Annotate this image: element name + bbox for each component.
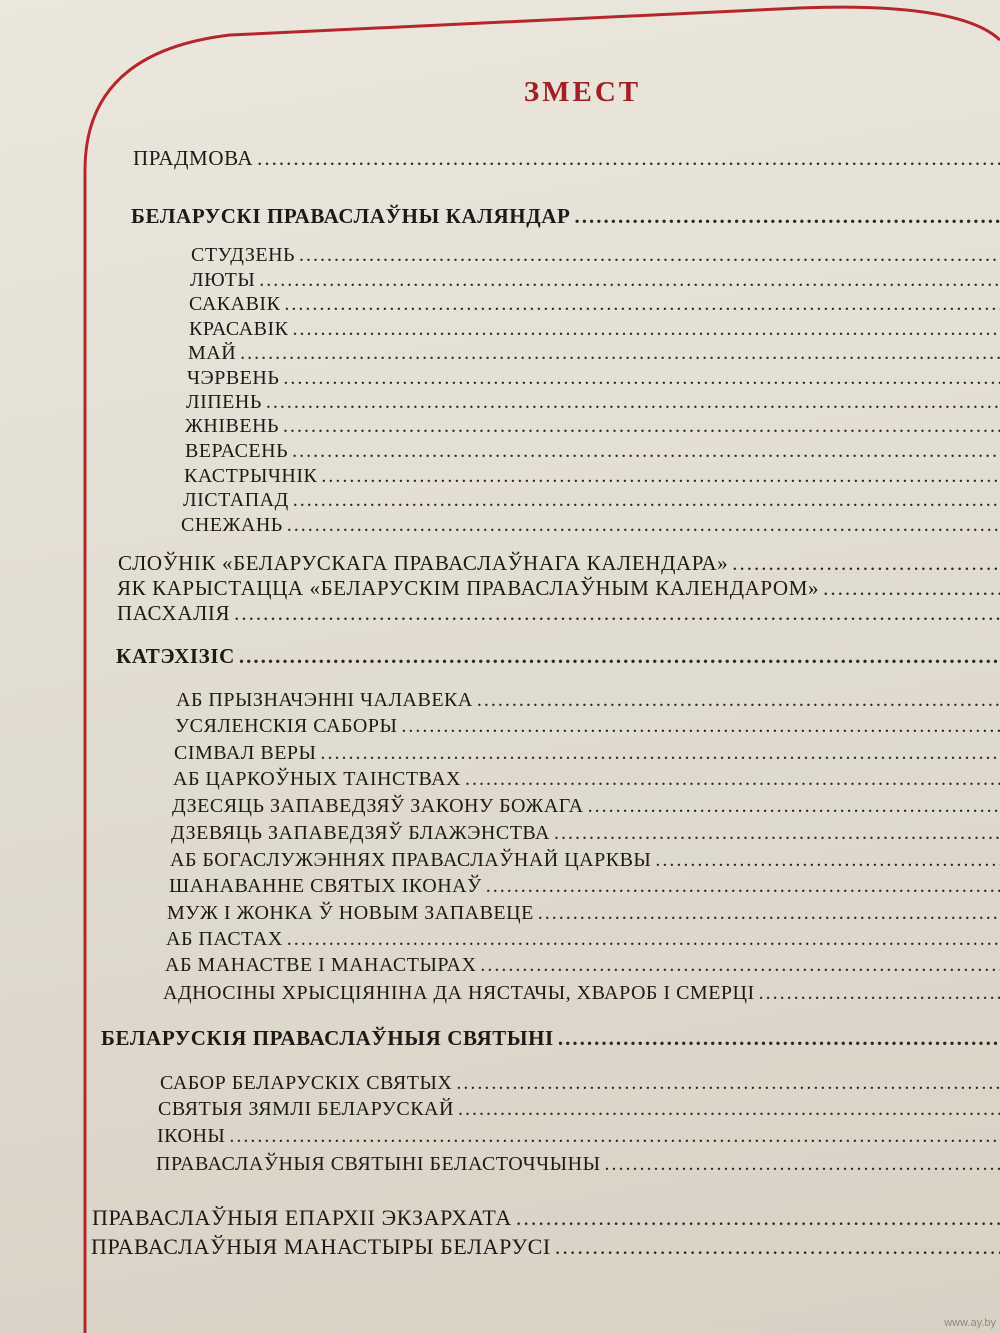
leader-dots bbox=[516, 1207, 1000, 1229]
entry-label: ЖНІВЕНЬ bbox=[185, 415, 280, 437]
leader-dots bbox=[465, 769, 1000, 789]
entry-label: САБОР БЕЛАРУСКІХ СВЯТЫХ bbox=[160, 1072, 453, 1094]
toc-entry-catechism-item bbox=[172, 796, 1000, 816]
toc-entry-catechism-item bbox=[173, 769, 1000, 789]
entry-label: АБ ЦАРКОЎНЫХ ТАІНСТВАХ bbox=[173, 768, 462, 790]
toc-entry-preface bbox=[133, 148, 1000, 169]
entry-label: АБ ПАСТАХ bbox=[166, 928, 283, 950]
entry-label: АБ ПРЫЗНАЧЭННІ ЧАЛАВЕКА bbox=[176, 689, 473, 711]
watermark: www.ay.by bbox=[944, 1317, 996, 1329]
leader-dots bbox=[732, 553, 1000, 574]
leader-dots bbox=[480, 955, 1000, 975]
toc-entry-catechism-item bbox=[174, 743, 1000, 763]
leader-dots bbox=[283, 416, 1000, 436]
entry-label: КАСТРЫЧНІК bbox=[184, 465, 318, 487]
leader-dots bbox=[558, 1028, 1000, 1049]
leader-dots bbox=[234, 603, 1000, 624]
entry-label: ЯК КАРЫСТАЦЦА «БЕЛАРУСКІМ ПРАВАСЛАЎНЫМ КАЛЕНДАРОМ» bbox=[117, 576, 820, 600]
entry-label: АБ БОГАСЛУЖЭННЯХ ПРАВАСЛАЎНАЙ ЦАРКВЫ bbox=[170, 849, 652, 871]
leader-dots bbox=[321, 466, 1000, 486]
leader-dots bbox=[293, 490, 1000, 510]
entry-label: ПАСХАЛІЯ bbox=[117, 601, 231, 625]
toc-entry-month bbox=[183, 490, 1000, 510]
toc-entry-shrines-item bbox=[156, 1154, 1000, 1174]
entry-label: ПРАДМОВА bbox=[133, 146, 254, 170]
entry-label: ПРАВАСЛАЎНЫЯ МАНАСТЫРЫ БЕЛАРУСІ bbox=[91, 1234, 551, 1259]
entry-label: СНЕЖАНЬ bbox=[181, 514, 283, 536]
toc-entry-month bbox=[187, 368, 1000, 388]
entry-label: СВЯТЫЯ ЗЯМЛІ БЕЛАРУСКАЙ bbox=[158, 1098, 454, 1120]
toc-entry-catechism-item bbox=[171, 823, 1000, 843]
page-title: ЗМЕСТ bbox=[523, 76, 642, 108]
leader-dots bbox=[257, 148, 1000, 169]
entry-label: ВЕРАСЕНЬ bbox=[185, 440, 289, 462]
toc-entry-paschalia bbox=[117, 603, 1000, 624]
toc-entry-catechism-item bbox=[169, 876, 1000, 896]
toc-entry-catechism-item bbox=[170, 850, 1000, 870]
entry-label: ПРАВАСЛАЎНЫЯ ЕПАРХІІ ЭКЗАРХАТА bbox=[92, 1205, 512, 1230]
entry-label: СІМВАЛ ВЕРЫ bbox=[174, 742, 317, 764]
toc-entry-catechism-item bbox=[165, 955, 1000, 975]
leader-dots bbox=[401, 716, 1000, 736]
toc-entry-catechism-item bbox=[163, 983, 1000, 1003]
entry-label: ЧЭРВЕНЬ bbox=[187, 367, 280, 389]
entry-label: КРАСАВІК bbox=[189, 318, 289, 340]
toc-entry-month bbox=[184, 466, 1000, 486]
toc-entry-howto bbox=[117, 578, 1000, 599]
toc-section-calendar bbox=[131, 206, 1000, 227]
leader-dots bbox=[292, 319, 1000, 339]
entry-label: СТУДЗЕНЬ bbox=[191, 244, 295, 266]
entry-label: ПРАВАСЛАЎНЫЯ СВЯТЫНІ БЕЛАСТОЧЧЫНЫ bbox=[156, 1153, 601, 1175]
toc-entry-month bbox=[188, 343, 1000, 363]
leader-dots bbox=[239, 646, 1000, 667]
leader-dots bbox=[605, 1154, 1000, 1174]
leader-dots bbox=[240, 343, 1000, 363]
leader-dots bbox=[655, 850, 1000, 870]
entry-label: ЛЮТЫ bbox=[190, 269, 256, 291]
toc-entry-month bbox=[181, 515, 1000, 535]
entry-label: МУЖ І ЖОНКА Ў НОВЫМ ЗАПАВЕЦЕ bbox=[167, 902, 534, 924]
entry-label: МАЙ bbox=[188, 342, 237, 364]
toc-entry-dictionary bbox=[118, 553, 1000, 574]
leader-dots bbox=[588, 796, 1000, 816]
section-label: БЕЛАРУСКІЯ ПРАВАСЛАЎНЫЯ СВЯТЫНІ bbox=[101, 1026, 554, 1050]
entry-label: ЛІПЕНЬ bbox=[186, 391, 262, 413]
toc-entry-catechism-item bbox=[176, 690, 1000, 710]
toc-section-shrines bbox=[101, 1028, 1000, 1049]
toc-section-catechism bbox=[116, 646, 1000, 667]
leader-dots bbox=[759, 983, 1000, 1003]
toc-entry-month bbox=[189, 294, 1000, 314]
toc-entry-eparchies bbox=[92, 1207, 1000, 1229]
toc-entry-catechism-item bbox=[167, 903, 1000, 923]
entry-label: САКАВІК bbox=[189, 293, 281, 315]
toc-entry-month bbox=[185, 416, 1000, 436]
toc-entry-month bbox=[191, 245, 1000, 265]
leader-dots bbox=[299, 245, 1000, 265]
leader-dots bbox=[266, 392, 1000, 412]
toc-entry-month bbox=[186, 392, 1000, 412]
entry-label: ДЗЕСЯЦЬ ЗАПАВЕДЗЯЎ ЗАКОНУ БОЖАГА bbox=[172, 795, 584, 817]
leader-dots bbox=[574, 206, 1000, 227]
toc-entry-monasteries bbox=[91, 1236, 1000, 1258]
entry-label: УСЯЛЕНСКІЯ САБОРЫ bbox=[175, 715, 398, 737]
leader-dots bbox=[458, 1099, 1000, 1119]
leader-dots bbox=[287, 929, 1000, 949]
leader-dots bbox=[823, 578, 1000, 599]
toc-entry-shrines-item bbox=[157, 1126, 1000, 1146]
entry-label: АБ МАНАСТВЕ І МАНАСТЫРАХ bbox=[165, 954, 477, 976]
toc-entry-shrines-item bbox=[158, 1099, 1000, 1119]
leader-dots bbox=[283, 368, 1000, 388]
leader-dots bbox=[538, 903, 1000, 923]
leader-dots bbox=[229, 1126, 1000, 1146]
entry-label: ДЗЕВЯЦЬ ЗАПАВЕДЗЯЎ БЛАЖЭНСТВА bbox=[171, 822, 550, 844]
toc-entry-catechism-item bbox=[166, 929, 1000, 949]
toc-entry-shrines-item bbox=[160, 1073, 1000, 1093]
leader-dots bbox=[477, 690, 1000, 710]
section-label: КАТЭХІЗІС bbox=[116, 644, 235, 668]
entry-label: АДНОСІНЫ ХРЫСЦІЯНІНА ДА НЯСТАЧЫ, ХВАРОБ І СМЕРЦІ bbox=[163, 982, 755, 1004]
leader-dots bbox=[555, 1236, 1000, 1258]
section-label: БЕЛАРУСКІ ПРАВАСЛАЎНЫ КАЛЯНДАР bbox=[131, 204, 571, 228]
toc-entry-month bbox=[190, 270, 1000, 290]
leader-dots bbox=[259, 270, 1000, 290]
toc-entry-month bbox=[185, 441, 1000, 461]
entry-label: СЛОЎНІК «БЕЛАРУСКАГА ПРАВАСЛАЎНАГА КАЛЕНДАРА» bbox=[118, 551, 729, 575]
leader-dots bbox=[456, 1073, 1000, 1093]
toc-entry-month bbox=[189, 319, 1000, 339]
leader-dots bbox=[321, 743, 1000, 763]
entry-label: ІКОНЫ bbox=[157, 1125, 226, 1147]
leader-dots bbox=[292, 441, 1000, 461]
leader-dots bbox=[287, 515, 1000, 535]
entry-label: ШАНАВАННЕ СВЯТЫХ ІКОНАЎ bbox=[169, 875, 482, 897]
leader-dots bbox=[486, 876, 1000, 896]
entry-label: ЛІСТАПАД bbox=[183, 489, 289, 511]
toc-entry-catechism-item bbox=[175, 716, 1000, 736]
leader-dots bbox=[554, 823, 1000, 843]
leader-dots bbox=[284, 294, 1000, 314]
